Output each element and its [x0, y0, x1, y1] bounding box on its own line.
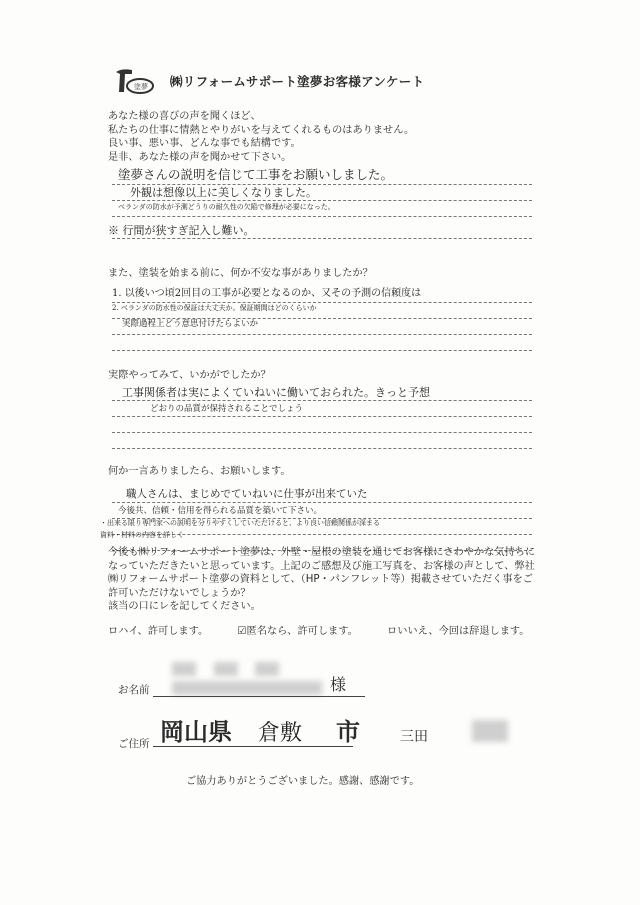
intro-line: 良い事、悪い事、どんな事でも結構です。 [108, 138, 301, 149]
option-anonymous[interactable]: ☑匿名なら、許可します。 [237, 626, 358, 637]
page-title: ㈱リフォームサポート塗夢お客様アンケート [170, 74, 425, 89]
answer-rule [112, 502, 532, 503]
redacted-name [214, 662, 238, 676]
question-4: 何か一言ありましたら、お願いします。 [108, 466, 291, 477]
redacted-name [172, 662, 196, 676]
address-line [153, 746, 353, 747]
answer-rule [112, 432, 532, 433]
consent-instruction: 該当の口にレを記してください。 [108, 601, 261, 612]
handwritten-answer-2: 実際過程上どう意思付けたらよいか [122, 319, 259, 329]
answer-rule [112, 400, 532, 401]
answer-rule [112, 334, 532, 335]
name-line [153, 696, 365, 697]
handwritten-answer-1: ベランダの防水が予測どうりの耐久性の欠陥で修理が必要になった。 [118, 203, 335, 211]
handwritten-answer-1: 塗夢さんの説明を信じて工事をお願いしました。 [118, 167, 394, 182]
address-prefecture: 岡山県 [160, 718, 232, 746]
intro-line: 是非、あなた様の声を聞かせて下さい。 [108, 151, 292, 163]
tosou-logo-icon [112, 66, 156, 96]
consent-text [108, 546, 538, 614]
redacted-name [172, 681, 322, 695]
handwritten-answer-1: 外観は想像以上に美しくなりました。 [130, 186, 317, 199]
handwritten-answer-3: 工事関係者は実によくていねいに働いておられた。きっと予想 [122, 386, 430, 399]
handwritten-note: ※ 行間が狭すぎ記入し難い。 [108, 224, 255, 237]
answer-rule [112, 416, 532, 417]
name-suffix: 様 [330, 675, 347, 694]
question-3: 実際やってみて、いかがでしたか？ [108, 370, 271, 381]
intro-text [108, 110, 414, 164]
address-label: ご住所 [118, 738, 150, 750]
question-2: また、塗装を始まる前に、何か不安な事がありましたか？ [108, 268, 373, 279]
name-label: お名前 [118, 684, 150, 696]
consent-body: 今後も㈱リフォームサポート塗夢は、外壁・屋根の塗装を通じてお客様にさわやかな気持ちになっていただきたいと思っています。上記のご感想及び施工写真を、お客様の声として、弊社㈱リフォームサポート塗夢の資料として、（HP・パンフレット等）掲載させていただく事をご許可いただけないでしょうか？ [108, 547, 536, 599]
handwritten-answer-4: ・出来る限り専門家への説明を分りやすくしていただけると、より良い信頼関係が深まる [100, 519, 380, 527]
handwritten-answer-4: 今後共、信頼・信用を得られる品質を築いて下さい。 [118, 506, 323, 516]
answer-rule [112, 238, 532, 239]
handwritten-answer-2: 1. 以後いつ頃2回目の工事が必要となるのか、又その予測の信頼度は [112, 288, 422, 299]
address-city-suffix: 市 [336, 718, 360, 746]
handwritten-answer-3: どおりの品質が保持されることでしょう [150, 404, 304, 414]
handwritten-town: 三田 [400, 729, 428, 745]
permission-options [108, 622, 555, 637]
handwritten-answer-4: 職人さんは、まじめでていねいに仕事が出来ていた [126, 488, 368, 500]
handwritten-answer-4: 資料・材料の内容を詳しく [100, 531, 184, 539]
handwritten-city: 倉敷 [258, 721, 303, 746]
footer-thanks: ご協力ありがとうございました。感謝、感謝です。 [186, 776, 420, 787]
answer-rule [112, 448, 532, 449]
option-no[interactable]: ロいいえ、今回は辞退します。 [387, 626, 530, 637]
intro-line: あなた様の喜びの声を聞くほど、 [108, 111, 261, 122]
option-yes[interactable]: ロハイ、許可します。 [108, 626, 209, 637]
redacted-name [255, 662, 279, 676]
intro-line: 私たちの仕事に情熱とやりがいを与えてくれるものはありません。 [108, 124, 415, 136]
handwritten-answer-2: 2. ベランダの防水性の保証は大丈夫か。保証期間はどのくらいか [112, 304, 317, 312]
answer-rule [112, 350, 532, 351]
svg-text:塗夢: 塗夢 [134, 83, 148, 91]
answer-rule [112, 200, 532, 201]
answer-rule [112, 216, 532, 217]
redacted-address [472, 720, 508, 742]
